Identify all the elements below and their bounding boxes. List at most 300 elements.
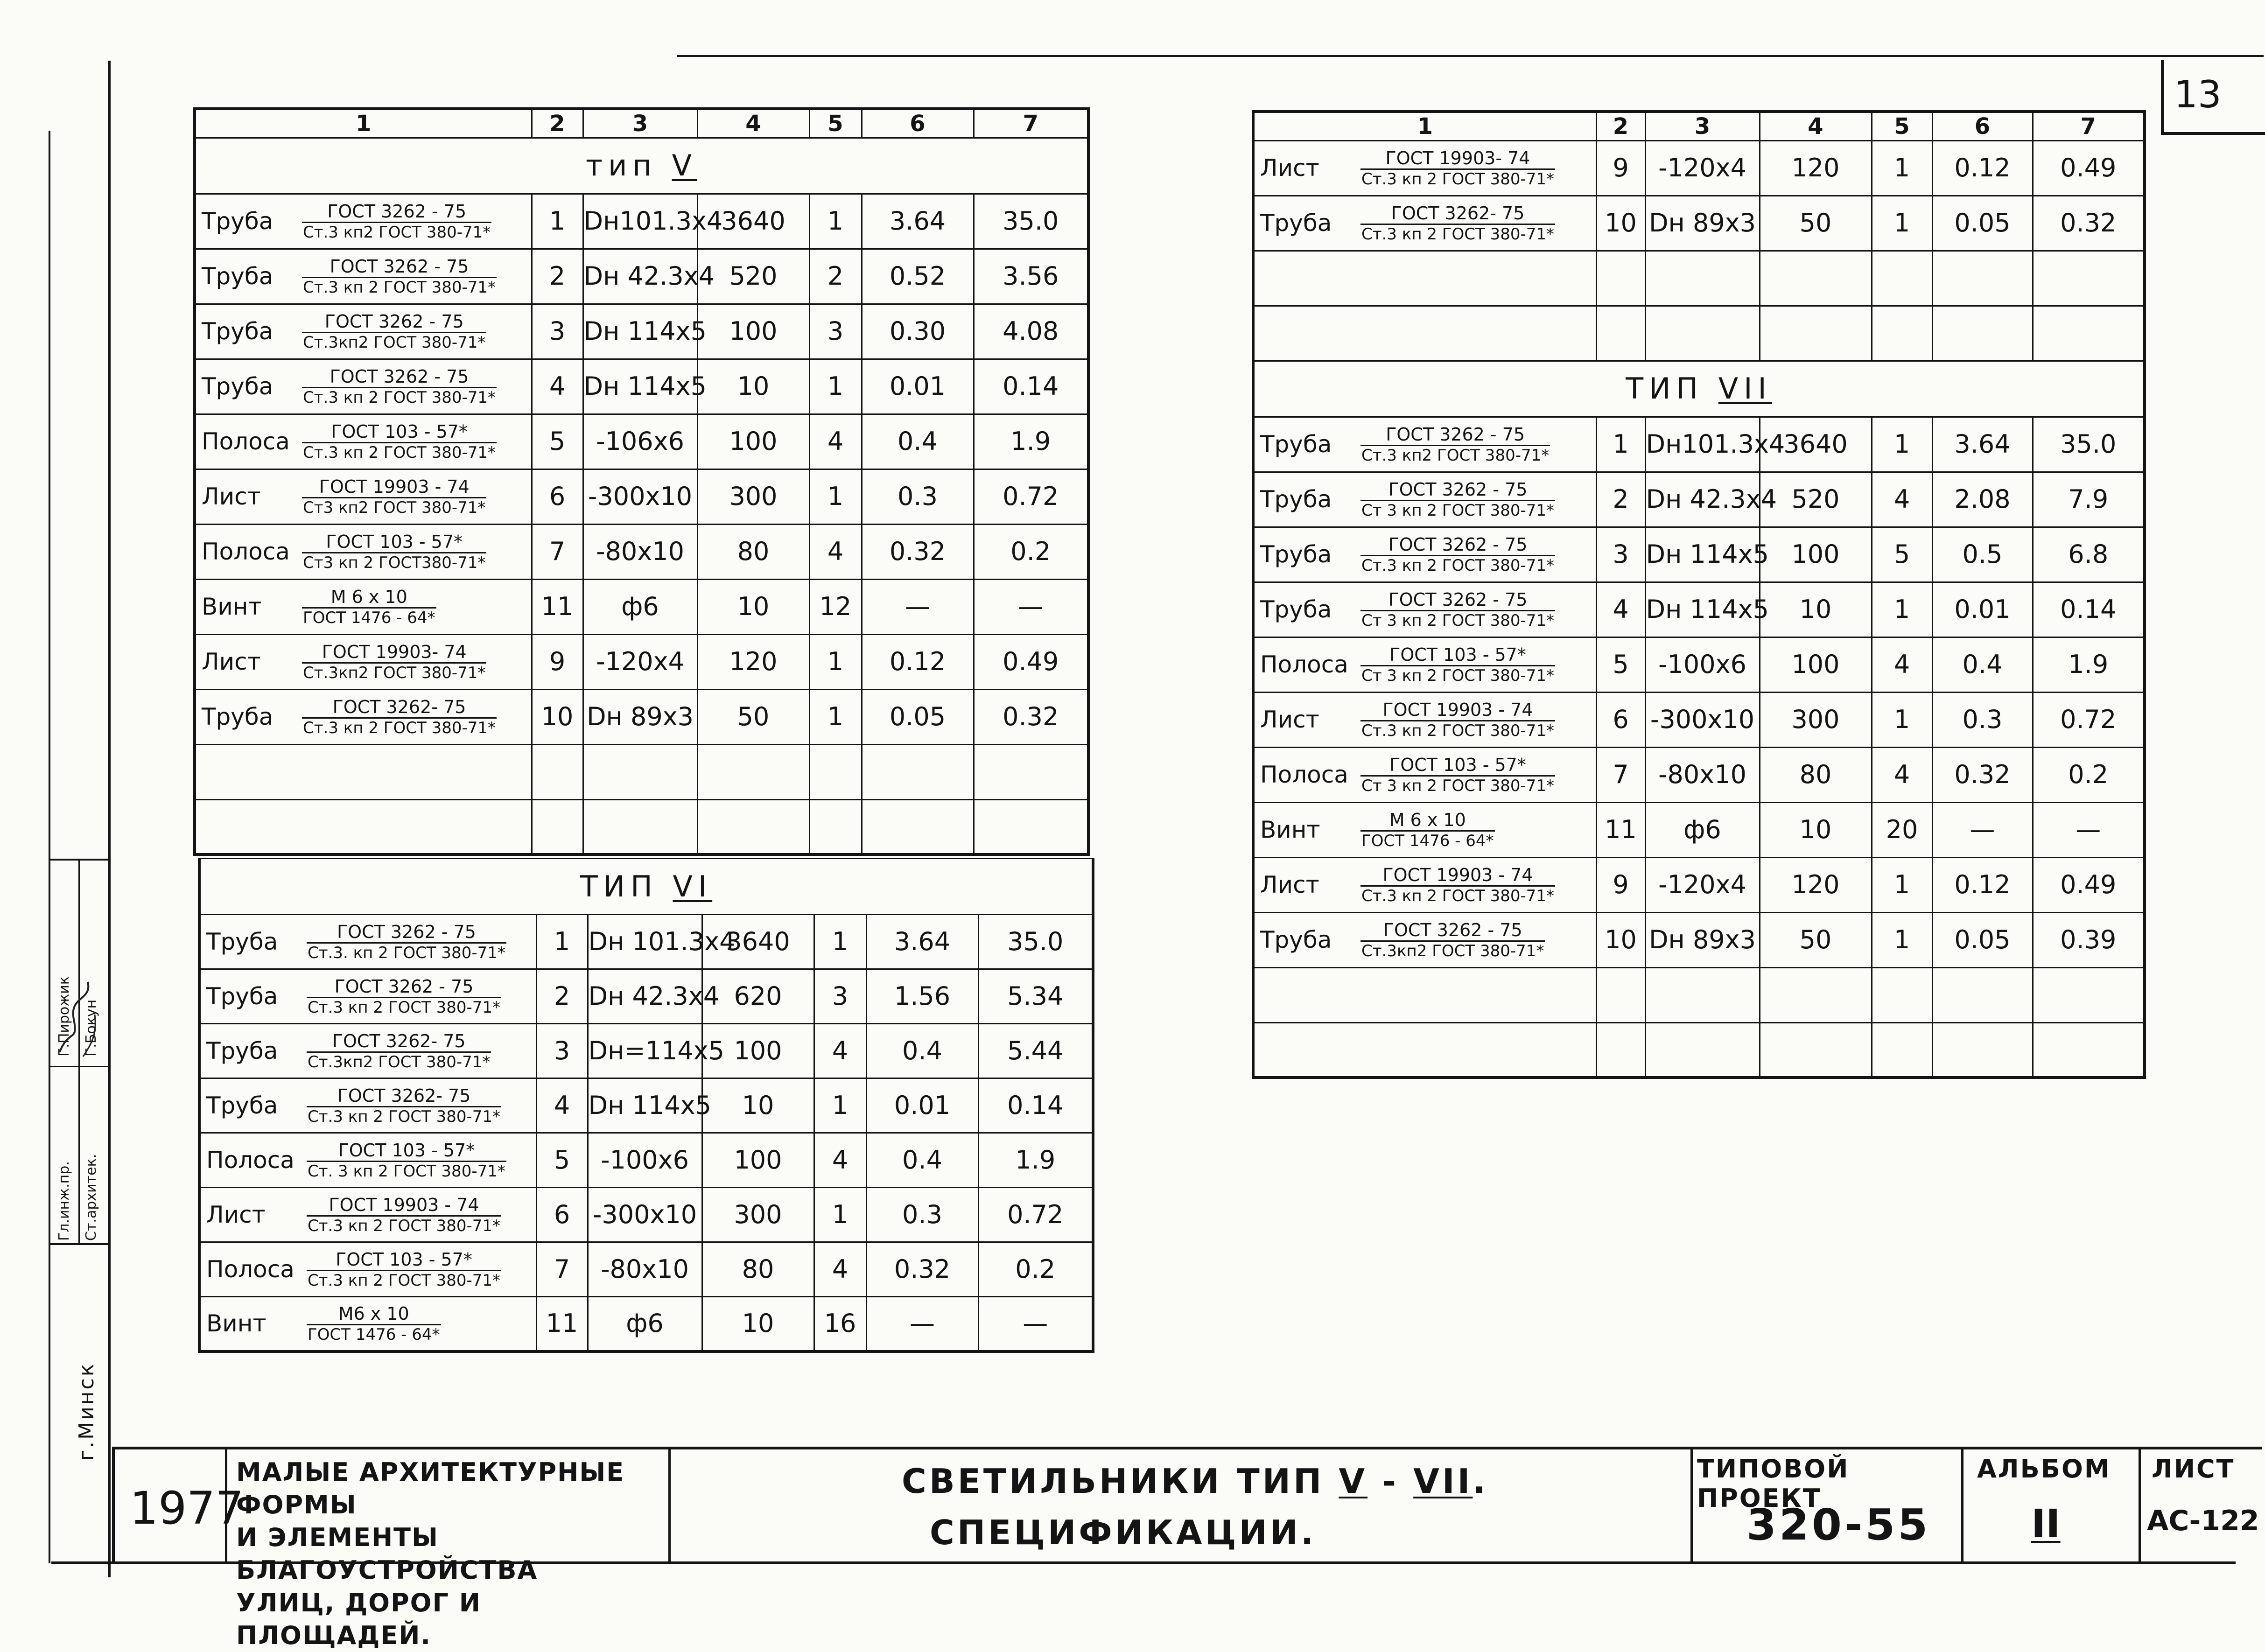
item-unit-mass: 0.4 [866,1024,978,1078]
item-qty: 1 [809,689,862,744]
item-length: 120 [1760,140,1872,196]
item-pos: 1 [1596,417,1645,472]
empty-cell [583,799,697,854]
album-value: II [2031,1501,2061,1547]
item-material: ГОСТ 1476 - 64* [303,608,435,627]
item-material: Ст.3 кп 2 ГОСТ 380-71* [308,1271,501,1290]
stamp-role-1: Гл.инж.пр. [56,1161,72,1241]
item-qty: 4 [809,414,862,469]
item-total-mass: 0.32 [974,689,1088,744]
item-unit-mass: 0.4 [862,414,974,469]
item-name-cell [195,359,532,414]
table-row [199,1188,1093,1242]
approval-stamp [49,859,110,1245]
item-name: Труба [206,983,278,1010]
item-spec [307,1249,501,1290]
item-section: -80x10 [1645,747,1760,802]
empty-cell [532,799,583,854]
item-qty: 1 [809,194,862,249]
type-header-cell [195,138,1088,194]
item-spec [302,201,491,242]
item-name: Лист [1260,154,1319,182]
item-unit-mass: 0.01 [1932,582,2033,637]
type-roman: VII [1718,371,1772,406]
item-material: Ст. 3 кп 2 ГОСТ 380-71* [308,1162,505,1181]
item-name: Лист [206,1201,266,1228]
item-section: ф6 [1645,802,1760,857]
spec-table-left [193,107,1090,856]
item-unit-mass: — [862,579,974,634]
column-header-5: 5 [809,109,862,138]
item-name: Труба [202,318,273,345]
item-qty: 1 [809,469,862,524]
table-row [199,1133,1093,1188]
item-total-mass: 0.39 [2033,912,2145,967]
item-spec [307,1031,491,1071]
item-material: Ст 3 кп 2 ГОСТ 380-71* [1361,776,1555,795]
table-row [1253,747,2145,802]
description-cell [225,1449,671,1650]
empty-cell [1645,251,1760,306]
item-standard: ГОСТ 3262 - 75 [1360,534,1555,556]
item-qty: 1 [1872,857,1932,912]
table-row [199,1078,1093,1133]
item-material: Ст.3 кп 2 ГОСТ 380-71* [303,278,496,297]
empty-cell [195,744,532,799]
item-name: Полоса [202,538,290,565]
item-name-cell [199,1133,536,1188]
item-total-mass: 0.14 [974,359,1088,414]
type-header-row [1253,361,2145,417]
item-spec [1360,148,1555,189]
item-unit-mass: 0.3 [866,1188,978,1242]
item-length: 100 [702,1024,814,1078]
item-length: 100 [1760,527,1872,582]
item-name: Труба [202,703,273,730]
item-name: Труба [202,263,273,290]
item-total-mass: — [974,579,1088,634]
title-roman-a: V [1339,1462,1368,1501]
item-unit-mass: 0.5 [1932,527,2033,582]
table-row [1253,802,2145,857]
item-spec [302,642,486,682]
item-length: 80 [702,1242,814,1297]
type-label: ТИП [1626,371,1704,406]
item-standard: ГОСТ 3262 - 75 [1360,589,1555,611]
empty-cell [1253,967,1596,1022]
item-total-mass: 35.0 [974,194,1088,249]
empty-cell [1596,967,1645,1022]
item-unit-mass: 0.32 [1932,747,2033,802]
item-unit-mass: 0.3 [862,469,974,524]
item-length: 100 [697,414,809,469]
description-line-2: И ЭЛЕМЕНТЫ БЛАГОУСТРОЙСТВА [236,1523,538,1585]
item-material: Ст3 кп2 ГОСТ 380-71* [303,498,486,517]
sheet-number: 13 [2174,73,2222,116]
item-total-mass: 6.8 [2033,527,2145,582]
item-unit-mass: 0.4 [866,1133,978,1188]
item-name: Труба [1260,210,1332,237]
item-spec [302,366,497,407]
year-cell [115,1449,244,1564]
album-label: АЛЬБОМ [1977,1454,2111,1484]
table-row [199,1297,1093,1351]
type-roman: VI [673,869,713,903]
item-section: -120x4 [1645,857,1760,912]
item-spec [302,697,497,737]
item-qty: 4 [814,1133,866,1188]
item-pos: 1 [536,915,588,969]
item-length: 10 [1760,802,1872,857]
empty-cell [1760,251,1872,306]
margin-rule-short [49,131,50,859]
sheet-top-rule [677,55,2264,57]
item-unit-mass: — [866,1297,978,1351]
empty-cell [1760,306,1872,361]
item-qty: 1 [809,359,862,414]
type-header-cell [199,859,1093,915]
item-unit-mass: 0.01 [866,1078,978,1133]
item-name: Полоса [202,428,290,455]
item-standard: ГОСТ 103 - 57* [302,421,497,443]
item-section: Dн 114x5 [583,304,697,359]
item-spec [302,476,486,517]
item-total-mass: — [978,1297,1093,1351]
spec-table-left-lower [198,858,1094,1353]
item-total-mass: 0.72 [974,469,1088,524]
empty-cell [1596,251,1645,306]
table-row [195,634,1088,689]
item-standard: ГОСТ 103 - 57* [302,532,486,553]
item-pos: 11 [532,579,583,634]
item-name-cell [1253,912,1596,967]
item-unit-mass: 0.05 [862,689,974,744]
item-material: Ст.3 кп 2 ГОСТ 380-71* [1361,721,1555,740]
item-spec [1360,644,1555,685]
item-spec [307,1085,501,1126]
item-name-cell [1253,802,1596,857]
item-spec [1360,589,1555,630]
margin-rule-lower [49,1241,50,1563]
item-qty: 1 [1872,417,1932,472]
item-name: Полоса [206,1256,295,1283]
item-length: 50 [1760,912,1872,967]
item-standard: ГОСТ 3262 - 75 [1360,479,1555,501]
table-row [199,915,1093,969]
item-unit-mass: 0.05 [1932,912,2033,967]
item-name-cell [199,915,536,969]
column-header-2: 2 [1596,112,1645,140]
item-unit-mass: 0.3 [1932,692,2033,747]
item-name: Труба [202,208,273,235]
item-name: Полоса [206,1147,295,1174]
item-spec [307,976,501,1017]
item-section: Dн101.3x4 [583,194,697,249]
item-name-cell [195,304,532,359]
type-header-cell [1253,361,2145,417]
item-section: Dн 89x3 [1645,196,1760,251]
empty-row [1253,967,2145,1022]
item-section: Dн101.3x4 [1645,417,1760,472]
item-name-cell [195,524,532,579]
item-material: ГОСТ 1476 - 64* [308,1325,440,1344]
empty-cell [1932,251,2033,306]
item-material: Ст.3кп2 ГОСТ 380-71* [303,663,486,682]
item-length: 10 [702,1297,814,1351]
item-standard: ГОСТ 3262- 75 [1360,203,1555,225]
item-unit-mass: 0.12 [1932,140,2033,196]
item-total-mass: 0.49 [974,634,1088,689]
item-spec [1360,810,1495,850]
item-section: Dн 89x3 [1645,912,1760,967]
item-qty: 1 [814,1078,866,1133]
item-section: -100x6 [1645,637,1760,692]
title-block [112,1447,2262,1650]
item-qty: 1 [1872,582,1932,637]
item-section: Dн 114x5 [588,1078,702,1133]
column-header-1: 1 [195,109,532,138]
item-name-cell [195,414,532,469]
empty-cell [583,744,697,799]
item-section: -300x10 [588,1188,702,1242]
item-unit-mass: 0.32 [862,524,974,579]
item-spec [302,256,497,297]
item-material: Ст.3 кп 2 ГОСТ 380-71* [303,718,496,737]
item-section: Dн 89x3 [583,689,697,744]
item-pos: 10 [532,689,583,744]
empty-cell [974,744,1088,799]
item-pos: 5 [1596,637,1645,692]
column-header-3: 3 [583,109,697,138]
item-pos: 3 [536,1024,588,1078]
empty-cell [1872,251,1932,306]
item-pos: 4 [1596,582,1645,637]
item-qty: 1 [1872,196,1932,251]
item-qty: 3 [814,969,866,1024]
item-pos: 1 [532,194,583,249]
empty-cell [1596,306,1645,361]
item-material: Ст.3 кп 2 ГОСТ 380-71* [308,1216,501,1235]
table-header-row [1253,112,2145,140]
item-total-mass: 0.2 [978,1242,1093,1297]
item-name-cell [199,1242,536,1297]
empty-cell [1932,1022,2033,1078]
item-name: Винт [202,593,262,620]
item-pos: 11 [1596,802,1645,857]
item-standard: ГОСТ 3262 - 75 [307,922,506,944]
column-header-6: 6 [862,109,974,138]
item-material: Ст.3 кп 2 ГОСТ 380-71* [1361,886,1555,905]
item-spec [307,1303,441,1344]
item-qty: 5 [1872,527,1932,582]
item-length: 3640 [702,915,814,969]
empty-cell [974,799,1088,854]
item-name-cell [1253,140,1596,196]
item-qty: 1 [1872,692,1932,747]
item-pos: 5 [532,414,583,469]
sheet-number-box [2161,60,2265,135]
table-row [195,524,1088,579]
item-material: Ст.3кп2 ГОСТ 380-71* [1361,941,1544,960]
item-name-cell [1253,692,1596,747]
column-header-2: 2 [532,109,583,138]
item-name-cell [195,579,532,634]
project-cell [1690,1449,1963,1564]
item-standard: М6 x 10 [307,1303,441,1325]
item-material: Ст.3кп2 ГОСТ 380-71* [303,333,486,352]
item-total-mass: 0.14 [978,1078,1093,1133]
table-row [195,414,1088,469]
sheet-label: ЛИСТ [2152,1454,2235,1484]
item-material: Ст 3 кп 2 ГОСТ 380-71* [1361,501,1555,520]
spec-table-right [1252,110,2146,1079]
item-section: -106x6 [583,414,697,469]
item-length: 100 [1760,637,1872,692]
item-total-mass: 4.08 [974,304,1088,359]
item-length: 120 [697,634,809,689]
item-spec [1360,920,1545,960]
item-total-mass: 0.32 [2033,196,2145,251]
item-section: ф6 [583,579,697,634]
item-pos: 2 [532,249,583,304]
item-length: 50 [1760,196,1872,251]
item-pos: 10 [1596,912,1645,967]
item-name-cell [1253,196,1596,251]
item-unit-mass: 0.12 [1932,857,2033,912]
project-value: 320-55 [1746,1500,1931,1550]
item-section: -80x10 [583,524,697,579]
item-name: Труба [1260,431,1332,458]
item-name: Лист [1260,871,1319,898]
item-name-cell [199,1078,536,1133]
item-name-cell [195,689,532,744]
item-length: 10 [697,359,809,414]
stamp-role-2: Ст.архитек. [83,1154,99,1241]
item-spec [307,922,506,962]
empty-cell [1872,967,1932,1022]
table-row [1253,527,2145,582]
item-standard: ГОСТ 3262 - 75 [1360,920,1545,942]
item-qty: 4 [814,1242,866,1297]
item-qty: 4 [1872,747,1932,802]
table-row [1253,140,2145,196]
item-material: Ст.3 кп 2 ГОСТ 380-71* [303,443,496,462]
type-roman: V [672,148,698,182]
empty-cell [2033,967,2145,1022]
item-material: Ст.3 кп 2 ГОСТ 380-71* [303,388,496,407]
item-standard: М 6 x 10 [1360,810,1495,832]
item-name-cell [195,249,532,304]
title-cell [668,1449,1693,1564]
item-spec [1360,755,1555,795]
item-length: 100 [702,1133,814,1188]
item-pos: 2 [1596,472,1645,527]
item-pos: 9 [1596,140,1645,196]
item-pos: 7 [536,1242,588,1297]
item-material: Ст.3кп2 ГОСТ 380-71* [308,1052,491,1071]
item-section: Dн 114x5 [1645,527,1760,582]
item-standard: ГОСТ 3262- 75 [302,697,497,719]
item-section: -80x10 [588,1242,702,1297]
empty-row [1253,1022,2145,1078]
item-section: -300x10 [583,469,697,524]
item-pos: 6 [536,1188,588,1242]
item-total-mass: 35.0 [978,915,1093,969]
item-spec [302,532,486,572]
signature-mark [50,973,108,1066]
item-length: 300 [697,469,809,524]
empty-cell [1932,306,2033,361]
item-pos: 11 [536,1297,588,1351]
item-standard: ГОСТ 3262 - 75 [307,976,501,998]
table-row [195,689,1088,744]
item-material: ГОСТ 1476 - 64* [1361,831,1494,850]
item-length: 10 [702,1078,814,1133]
item-pos: 9 [532,634,583,689]
item-unit-mass: 0.52 [862,249,974,304]
stamp-divider-horizontal [50,1066,108,1067]
item-section: Dн 101.3x4 [588,915,702,969]
item-standard: ГОСТ 3262 - 75 [1360,424,1550,446]
item-name: Полоса [1260,761,1348,788]
empty-row [1253,251,2145,306]
item-name: Труба [1260,486,1332,513]
item-standard: ГОСТ 3262 - 75 [302,366,497,388]
item-spec [302,587,436,627]
item-name: Труба [1260,926,1332,953]
item-name-cell [195,469,532,524]
item-total-mass: 0.49 [2033,857,2145,912]
item-material: Ст.3. кп 2 ГОСТ 380-71* [308,943,505,962]
item-name: Труба [206,1092,278,1119]
item-material: Ст.3 кп2 ГОСТ 380-71* [1361,446,1550,465]
table-row [1253,637,2145,692]
item-name-cell [199,969,536,1024]
empty-cell [1872,306,1932,361]
stamp-name-2: Г.Бокун [83,999,99,1057]
item-section: Dн 114x5 [1645,582,1760,637]
empty-cell [2033,1022,2145,1078]
item-section: -120x4 [583,634,697,689]
item-standard: ГОСТ 3262 - 75 [302,256,497,278]
item-name-cell [199,1188,536,1242]
item-unit-mass: 0.01 [862,359,974,414]
empty-cell [1596,1022,1645,1078]
table-row [1253,196,2145,251]
item-unit-mass: 0.32 [866,1242,978,1297]
empty-cell [1645,1022,1760,1078]
description-line-1: МАЛЫЕ АРХИТЕКТУРНЫЕ ФОРМЫ [236,1457,625,1519]
item-standard: ГОСТ 103 - 57* [1360,644,1555,666]
item-total-mass: 1.9 [978,1133,1093,1188]
type-label: ТИП [580,869,658,903]
item-name-cell [195,194,532,249]
column-header-7: 7 [974,109,1088,138]
item-qty: 4 [814,1024,866,1078]
type-header-row [199,859,1093,915]
item-spec [307,1140,506,1181]
item-qty: 1 [809,634,862,689]
item-total-mass: 0.72 [2033,692,2145,747]
item-pos: 9 [1596,857,1645,912]
item-standard: ГОСТ 19903 - 74 [1360,865,1555,887]
item-length: 3640 [697,194,809,249]
title-dot: . [1473,1462,1488,1501]
item-qty: 1 [814,1188,866,1242]
stamp-city: г.Минск [75,1362,98,1461]
item-unit-mass: 2.08 [1932,472,2033,527]
item-length: 300 [702,1188,814,1242]
